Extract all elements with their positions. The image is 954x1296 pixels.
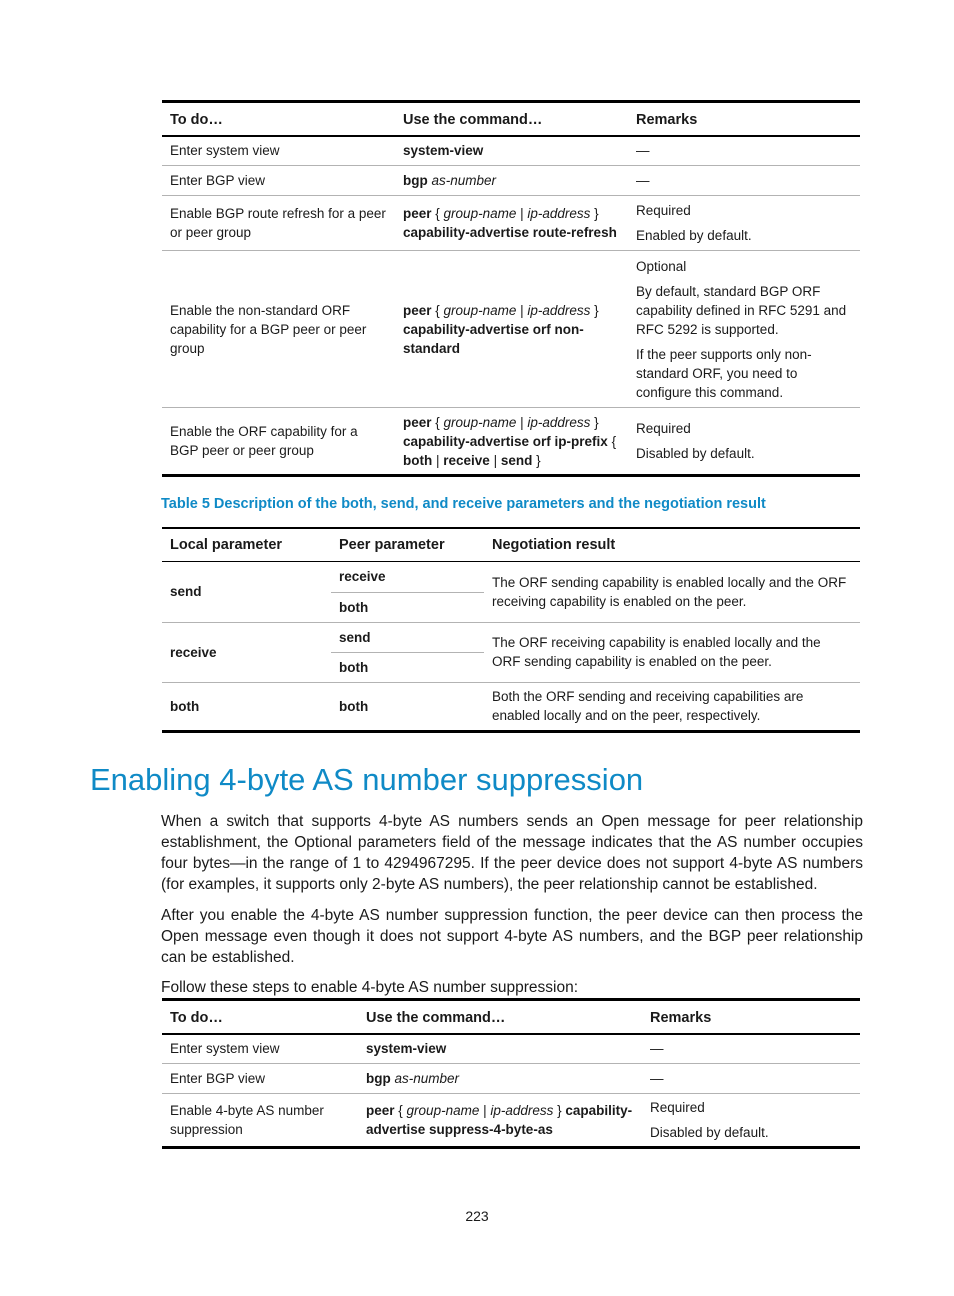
peer-param-cell: send — [331, 622, 484, 652]
command-argument: as-number — [394, 1071, 460, 1086]
command-keyword: bgp — [366, 1071, 391, 1086]
command-syntax: | — [432, 452, 444, 468]
command-argument: group-name — [443, 302, 517, 318]
remarks-cell — [628, 408, 860, 476]
peer-param-cell: receive — [331, 561, 484, 592]
table-row — [162, 1034, 860, 1064]
remark-line: Disabled by default. — [650, 1125, 769, 1140]
remark-line: By default, standard BGP ORF capability defined in RFC 5291 and RFC 5292 is supported. — [636, 283, 847, 337]
remark-line: — — [636, 173, 650, 188]
todo-cell: Enable BGP route refresh for a peer or peer group — [162, 196, 395, 251]
header-peer-parameter: Peer parameter — [331, 528, 484, 561]
command-cell — [358, 1064, 642, 1094]
remark-line: — — [650, 1041, 664, 1057]
command-argument: ip-address — [490, 1103, 554, 1118]
remark-line: — — [636, 143, 650, 159]
command-cell — [395, 408, 628, 476]
command-syntax: | — [516, 302, 528, 318]
remark-line: Optional — [636, 258, 687, 274]
local-param-cell: send — [170, 584, 202, 599]
header-negotiation-result: Negotiation result — [484, 528, 860, 561]
table-row — [162, 1094, 860, 1148]
command-syntax: } — [553, 1103, 566, 1118]
command-keyword: receive — [443, 452, 490, 468]
result-cell: Both the ORF sending and receiving capabilities are enabled locally and on the peer, respectively. — [484, 682, 860, 731]
peer-param-cell: both — [331, 682, 484, 731]
table-header-row — [162, 1000, 860, 1034]
todo-cell: Enable 4-byte AS number suppression — [162, 1094, 358, 1148]
command-syntax: { — [431, 414, 444, 430]
header-command: Use the command… — [395, 102, 628, 136]
command-syntax: { — [431, 206, 444, 221]
command-cell — [395, 166, 628, 196]
command-cell — [358, 1034, 642, 1064]
command-syntax: | — [479, 1103, 491, 1118]
command-argument: as-number — [431, 173, 497, 188]
command-argument: group-name — [406, 1103, 480, 1118]
peer-param-cell: both — [339, 659, 369, 675]
command-syntax: } — [590, 206, 599, 221]
command-keyword: peer — [403, 414, 432, 430]
remark-line: Disabled by default. — [636, 446, 755, 461]
table-header-row — [162, 102, 860, 136]
header-remarks: Remarks — [642, 1000, 860, 1034]
command-cell — [358, 1094, 642, 1148]
command-syntax: } — [532, 452, 541, 468]
remarks-cell — [628, 166, 860, 196]
remark-line: Required — [636, 203, 691, 218]
table-row — [162, 622, 860, 652]
table-row — [162, 1064, 860, 1094]
todo-cell: Enter system view — [170, 143, 280, 159]
remark-line: Enabled by default. — [636, 228, 752, 243]
command-syntax: } — [590, 302, 599, 318]
command-keyword: capability-advertise suppress-4-byte-as — [366, 1103, 633, 1137]
table-row — [162, 251, 860, 408]
table-caption: Table 5 Description of the both, send, and receive parameters and the negotiation result — [161, 496, 766, 512]
page-number: 223 — [465, 1208, 489, 1224]
section-title: Enabling 4-byte AS number suppression — [90, 762, 644, 797]
command-argument: ip-address — [527, 302, 591, 318]
command-keyword: bgp — [403, 173, 428, 188]
todo-cell: Enable the ORF capability for a BGP peer or peer group — [162, 408, 395, 476]
command-argument: ip-address — [527, 206, 591, 221]
command-syntax: { — [394, 1103, 407, 1118]
table-row — [162, 196, 860, 251]
body-paragraph: After you enable the 4-byte AS number suppression function, the peer device can then process the Open message even though it does not support 4-byte AS numbers, and the BGP peer relationship can be established. — [161, 907, 863, 966]
command-keyword: peer — [403, 206, 432, 221]
remark-line: Required — [636, 421, 691, 436]
header-todo: To do… — [162, 1000, 358, 1034]
todo-cell: Enable the non-standard ORF capability for a BGP peer or peer group — [162, 251, 395, 408]
local-param-cell: both — [162, 682, 331, 731]
command-argument: group-name — [443, 206, 517, 221]
command-syntax: { — [431, 302, 444, 318]
table-row — [162, 561, 860, 592]
command-keyword: capability-advertise orf ip-prefix — [403, 433, 608, 449]
peer-param-cell: both — [339, 599, 369, 615]
remark-line: — — [650, 1071, 664, 1086]
command-keyword: system-view — [403, 143, 484, 159]
local-param-cell: receive — [162, 622, 331, 682]
remarks-cell — [642, 1094, 860, 1148]
command-argument: ip-address — [527, 414, 591, 430]
todo-cell: Enter system view — [170, 1041, 280, 1057]
command-syntax: | — [516, 206, 528, 221]
header-local-parameter: Local parameter — [162, 528, 331, 561]
command-syntax: | — [516, 414, 528, 430]
remark-line: If the peer supports only non-standard ORF, you need to configure this command. — [636, 346, 812, 400]
header-command: Use the command… — [358, 1000, 642, 1034]
command-keyword: system-view — [366, 1041, 447, 1057]
todo-cell: Enter BGP view — [162, 1064, 358, 1094]
table-row — [162, 166, 860, 196]
command-keyword: capability-advertise orf non-standard — [403, 321, 584, 356]
command-syntax: { — [607, 433, 617, 449]
command-cell — [395, 136, 628, 166]
table-header-row — [162, 528, 860, 561]
bgp-command-table — [162, 100, 860, 477]
result-cell: The ORF receiving capability is enabled locally and the ORF sending capability is enabled on the peer. — [484, 622, 860, 682]
negotiation-table — [162, 527, 860, 733]
command-keyword: capability-advertise route-refresh — [403, 225, 617, 240]
remark-line: Required — [650, 1100, 705, 1115]
command-syntax: | — [489, 452, 501, 468]
command-argument: group-name — [443, 414, 517, 430]
suppression-command-table — [162, 998, 860, 1149]
command-keyword: peer — [403, 302, 432, 318]
remarks-cell — [628, 196, 860, 251]
table-row — [162, 408, 860, 476]
header-remarks: Remarks — [628, 102, 860, 136]
body-paragraph: Follow these steps to enable 4-byte AS number suppression: — [161, 979, 579, 996]
command-keyword: both — [403, 452, 433, 468]
todo-cell: Enter BGP view — [162, 166, 395, 196]
remarks-cell — [628, 136, 860, 166]
header-todo: To do… — [162, 102, 395, 136]
remarks-cell — [642, 1064, 860, 1094]
table-row — [162, 682, 860, 731]
remarks-cell — [642, 1034, 860, 1064]
command-cell — [395, 196, 628, 251]
command-cell — [395, 251, 628, 408]
table-row — [162, 136, 860, 166]
remarks-cell — [628, 251, 860, 408]
result-cell: The ORF sending capability is enabled locally and the ORF receiving capability is enabled on the peer. — [492, 574, 847, 609]
body-paragraph: When a switch that supports 4-byte AS numbers sends an Open message for peer relationship establishment, the Optional parameters field of the message indicates that the AS number occupies four bytes—in the range of 1 to 4294967295. If the peer device does not support 4-byte AS numbers (for examples, it supports only 2-byte AS numbers), the peer relationship cannot be established. — [161, 813, 863, 893]
command-keyword: peer — [366, 1103, 395, 1118]
command-keyword: send — [500, 452, 533, 468]
command-syntax: } — [590, 414, 599, 430]
